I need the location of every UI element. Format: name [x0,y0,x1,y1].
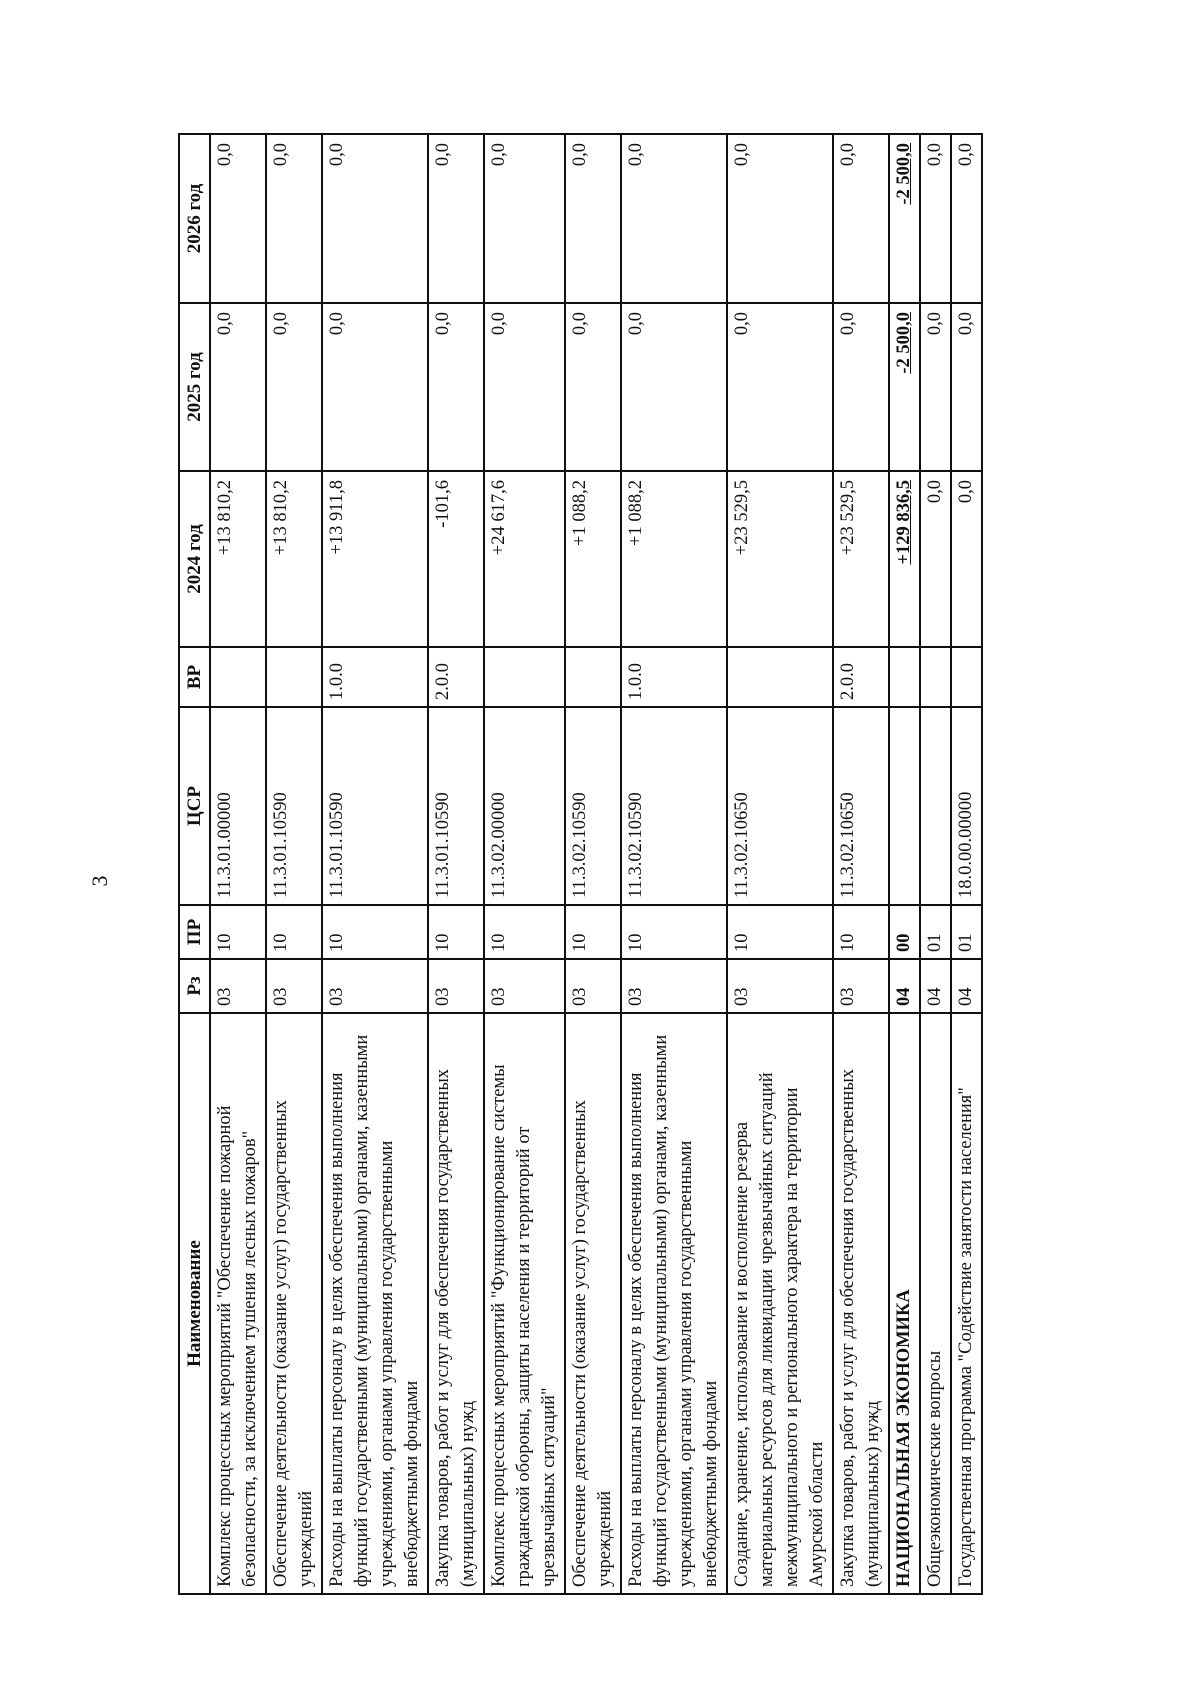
cell-pr-text: 10 [838,933,858,952]
cell-rz-text: 03 [570,987,590,1006]
cell-rz-text: 04 [956,987,976,1006]
table-body [210,134,982,1594]
cell-csr-text: 11.3.02.10650 [838,792,858,898]
cell-pr [889,905,920,959]
cell-pr-text: 10 [271,933,291,952]
cell-rz [428,959,484,1013]
cell-pr-text: 10 [433,933,453,952]
cell-pr [322,905,428,959]
cell-rz-text: 03 [271,987,291,1006]
cell-csr [210,707,266,905]
cell-2024-text: +13 810,2 [215,480,235,556]
header-2025: 2025 год [179,303,210,471]
cell-name-text: Закупка товаров, работ и услуг для обеспечения государственных (муниципальных) нужд [838,1068,883,1587]
table-row [621,134,727,1594]
cell-2025 [920,303,951,471]
cell-2024 [266,471,322,647]
cell-2024-text: +129 836,5 [894,480,914,565]
cell-pr [428,905,484,959]
cell-2026-text: 0,0 [925,143,945,167]
cell-name [920,1013,951,1594]
cell-2024-text: +24 617,6 [489,480,509,556]
cell-name [951,1013,982,1594]
cell-vr [833,647,889,707]
cell-2024-text: -101,6 [433,480,453,528]
cell-name-text: Расходы на выплаты персоналу в целях обеспечения выполнения функций государственными (муниципальными) органами, казенными учреждениями, органами управления государственными внебюджетными фондами [327,1034,422,1587]
cell-name [428,1013,484,1594]
cell-2025-text: 0,0 [732,312,752,336]
cell-name [484,1013,565,1594]
cell-name [727,1013,833,1594]
cell-2026 [727,134,833,303]
cell-name-text: НАЦИОНАЛЬНАЯ ЭКОНОМИКА [894,1289,914,1587]
cell-2025 [210,303,266,471]
cell-name-text: Обеспечение деятельности (оказание услуг) государственных учреждений [570,1100,615,1587]
cell-pr [833,905,889,959]
header-2024: 2024 год [179,471,210,647]
cell-2026-text: 0,0 [489,143,509,167]
cell-2025 [565,303,621,471]
table-row [266,134,322,1594]
cell-csr-text: 11.3.01.00000 [215,792,235,898]
cell-rz-text: 03 [215,987,235,1006]
cell-2025-text: 0,0 [215,312,235,336]
cell-2025 [889,303,920,471]
cell-rz [951,959,982,1013]
cell-csr [565,707,621,905]
cell-2024 [565,471,621,647]
cell-name-text: Расходы на выплаты персоналу в целях обеспечения выполнения функций государственными (муниципальными) органами, казенными учреждениями, органами управления государственными внебюджетными фондами [626,1034,721,1587]
cell-name [565,1013,621,1594]
cell-2025-text: 0,0 [271,312,291,336]
cell-2025-text: 0,0 [433,312,453,336]
cell-csr-text: 11.3.02.10650 [732,792,752,898]
cell-2024-text: 0,0 [956,480,976,504]
cell-2024 [889,471,920,647]
header-name: Наименование [179,1013,210,1594]
cell-csr [833,707,889,905]
cell-name [621,1013,727,1594]
cell-csr [889,707,920,905]
cell-2024-text: +1 088,2 [626,480,646,546]
cell-csr-text: 18.0.00.00000 [956,791,976,898]
cell-2024-text: +23 529,5 [838,480,858,556]
cell-2024-text: +23 529,5 [732,480,752,556]
cell-2026 [210,134,266,303]
header-rz: Рз [179,959,210,1013]
cell-2026-text: 0,0 [956,143,976,167]
cell-csr [920,707,951,905]
cell-2025-text: -2 500,0 [894,312,914,374]
cell-2025-text: 0,0 [626,312,646,336]
cell-2025-text: 0,0 [570,312,590,336]
cell-rz [889,959,920,1013]
cell-2024 [484,471,565,647]
cell-vr [920,647,951,707]
cell-vr [951,647,982,707]
cell-2025 [484,303,565,471]
cell-name-text: Закупка товаров, работ и услуг для обеспечения государственных (муниципальных) нужд [433,1068,478,1587]
cell-rz [322,959,428,1013]
cell-2024 [833,471,889,647]
cell-2026 [565,134,621,303]
cell-vr-text: 1.0.0 [626,663,646,700]
cell-csr-text: 11.3.01.10590 [327,792,347,898]
cell-2025 [428,303,484,471]
cell-2026 [322,134,428,303]
cell-vr [484,647,565,707]
cell-pr [565,905,621,959]
cell-rz [484,959,565,1013]
cell-2024 [322,471,428,647]
table-row [428,134,484,1594]
cell-rz [833,959,889,1013]
cell-name-text: Общеэкономические вопросы [925,1350,945,1587]
cell-2024 [210,471,266,647]
cell-name [322,1013,428,1594]
cell-pr [951,905,982,959]
cell-rz [565,959,621,1013]
cell-csr [727,707,833,905]
cell-2026 [920,134,951,303]
cell-rz-text: 03 [626,987,646,1006]
cell-2026 [621,134,727,303]
cell-pr [621,905,727,959]
cell-2024-text: +1 088,2 [570,480,590,546]
cell-rz [727,959,833,1013]
cell-rz-text: 04 [894,987,914,1006]
cell-2024 [428,471,484,647]
cell-2025 [727,303,833,471]
cell-rz [920,959,951,1013]
cell-csr-text: 11.3.01.10590 [271,792,291,898]
cell-2024-text: +13 911,8 [327,480,347,555]
cell-name-text: Комплекс процессных мероприятий "Обеспечение пожарной безопасности, за исключением тушения лесных пожаров" [215,1105,260,1587]
cell-name-text: Создание, хранение, использование и восполнение резерва материальных ресурсов для ликвидации чрезвычайных ситуаций межмуниципального и регионального характера на территории Амурской области [732,1072,827,1587]
header-pr: ПР [179,905,210,959]
cell-pr [266,905,322,959]
cell-vr-text: 2.0.0 [433,663,453,700]
cell-2025 [322,303,428,471]
cell-2026-text: 0,0 [570,143,590,167]
cell-vr [565,647,621,707]
cell-name-text: Обеспечение деятельности (оказание услуг) государственных учреждений [271,1100,316,1587]
cell-2026 [889,134,920,303]
cell-2024 [951,471,982,647]
cell-rz-text: 03 [327,987,347,1006]
table-row [565,134,621,1594]
table-row [484,134,565,1594]
cell-rz [621,959,727,1013]
cell-csr [951,707,982,905]
cell-vr [210,647,266,707]
table-row [951,134,982,1594]
cell-2025-text: 0,0 [838,312,858,336]
cell-csr [322,707,428,905]
page-number: 3 [87,875,112,887]
cell-pr [210,905,266,959]
cell-2025 [621,303,727,471]
table-row [833,134,889,1594]
cell-vr [428,647,484,707]
cell-pr-text: 01 [956,933,976,952]
cell-pr [727,905,833,959]
cell-pr [920,905,951,959]
cell-2026-text: 0,0 [327,143,347,167]
cell-csr [266,707,322,905]
cell-2026-text: 0,0 [626,143,646,167]
cell-rz [266,959,322,1013]
cell-pr-text: 10 [215,933,235,952]
cell-vr [322,647,428,707]
cell-name [266,1013,322,1594]
header-csr: ЦСР [179,707,210,905]
cell-name-text: Государственная программа "Содействие занятости населения" [956,1087,976,1587]
cell-rz-text: 03 [732,987,752,1006]
cell-csr-text: 11.3.02.10590 [570,792,590,898]
cell-2026 [428,134,484,303]
cell-2025-text: 0,0 [956,312,976,336]
cell-2025 [833,303,889,471]
cell-pr-text: 00 [894,933,914,952]
table-header-row [179,134,210,1594]
cell-2026 [484,134,565,303]
cell-2026-text: 0,0 [433,143,453,167]
cell-2024 [727,471,833,647]
cell-rz-text: 03 [838,987,858,1006]
cell-2026-text: 0,0 [271,143,291,167]
cell-vr [266,647,322,707]
cell-pr [484,905,565,959]
cell-2025-text: 0,0 [925,312,945,336]
cell-2025 [951,303,982,471]
cell-vr [621,647,727,707]
cell-2024-text: +13 810,2 [271,480,291,556]
table-row [210,134,266,1594]
table-row [889,134,920,1594]
table-row [727,134,833,1594]
cell-rz-text: 03 [489,987,509,1006]
cell-name-text: Комплекс процессных мероприятий "Функционирование системы гражданской обороны, защиты населения и территорий от чрезвычайных ситуаций" [489,1064,559,1587]
budget-table [178,133,983,1595]
cell-csr [428,707,484,905]
cell-vr-text: 2.0.0 [838,663,858,700]
cell-2024 [621,471,727,647]
cell-2026-text: 0,0 [732,143,752,167]
cell-pr-text: 10 [626,933,646,952]
cell-2025 [266,303,322,471]
cell-pr-text: 10 [489,933,509,952]
cell-2026-text: -2 500,0 [894,143,914,205]
cell-name [833,1013,889,1594]
cell-csr-text: 11.3.01.10590 [433,792,453,898]
budget-table-container [178,135,983,1595]
header-2026: 2026 год [179,134,210,303]
cell-2026 [833,134,889,303]
cell-2026-text: 0,0 [215,143,235,167]
cell-2026 [951,134,982,303]
cell-rz-text: 04 [925,987,945,1006]
cell-vr [727,647,833,707]
cell-csr-text: 11.3.02.00000 [489,792,509,898]
cell-2024 [920,471,951,647]
header-vr: ВР [179,647,210,707]
cell-csr [484,707,565,905]
cell-csr [621,707,727,905]
cell-pr-text: 10 [732,933,752,952]
cell-rz [210,959,266,1013]
cell-name [889,1013,920,1594]
cell-2024-text: 0,0 [925,480,945,504]
cell-vr-text: 1.0.0 [327,663,347,700]
cell-2025-text: 0,0 [327,312,347,336]
cell-pr-text: 01 [925,933,945,952]
table-row [322,134,428,1594]
cell-2025-text: 0,0 [489,312,509,336]
cell-csr-text: 11.3.02.10590 [626,792,646,898]
table-row [920,134,951,1594]
cell-2026 [266,134,322,303]
cell-pr-text: 10 [327,933,347,952]
cell-vr [889,647,920,707]
cell-2026-text: 0,0 [838,143,858,167]
cell-name [210,1013,266,1594]
cell-pr-text: 10 [570,933,590,952]
cell-rz-text: 03 [433,987,453,1006]
